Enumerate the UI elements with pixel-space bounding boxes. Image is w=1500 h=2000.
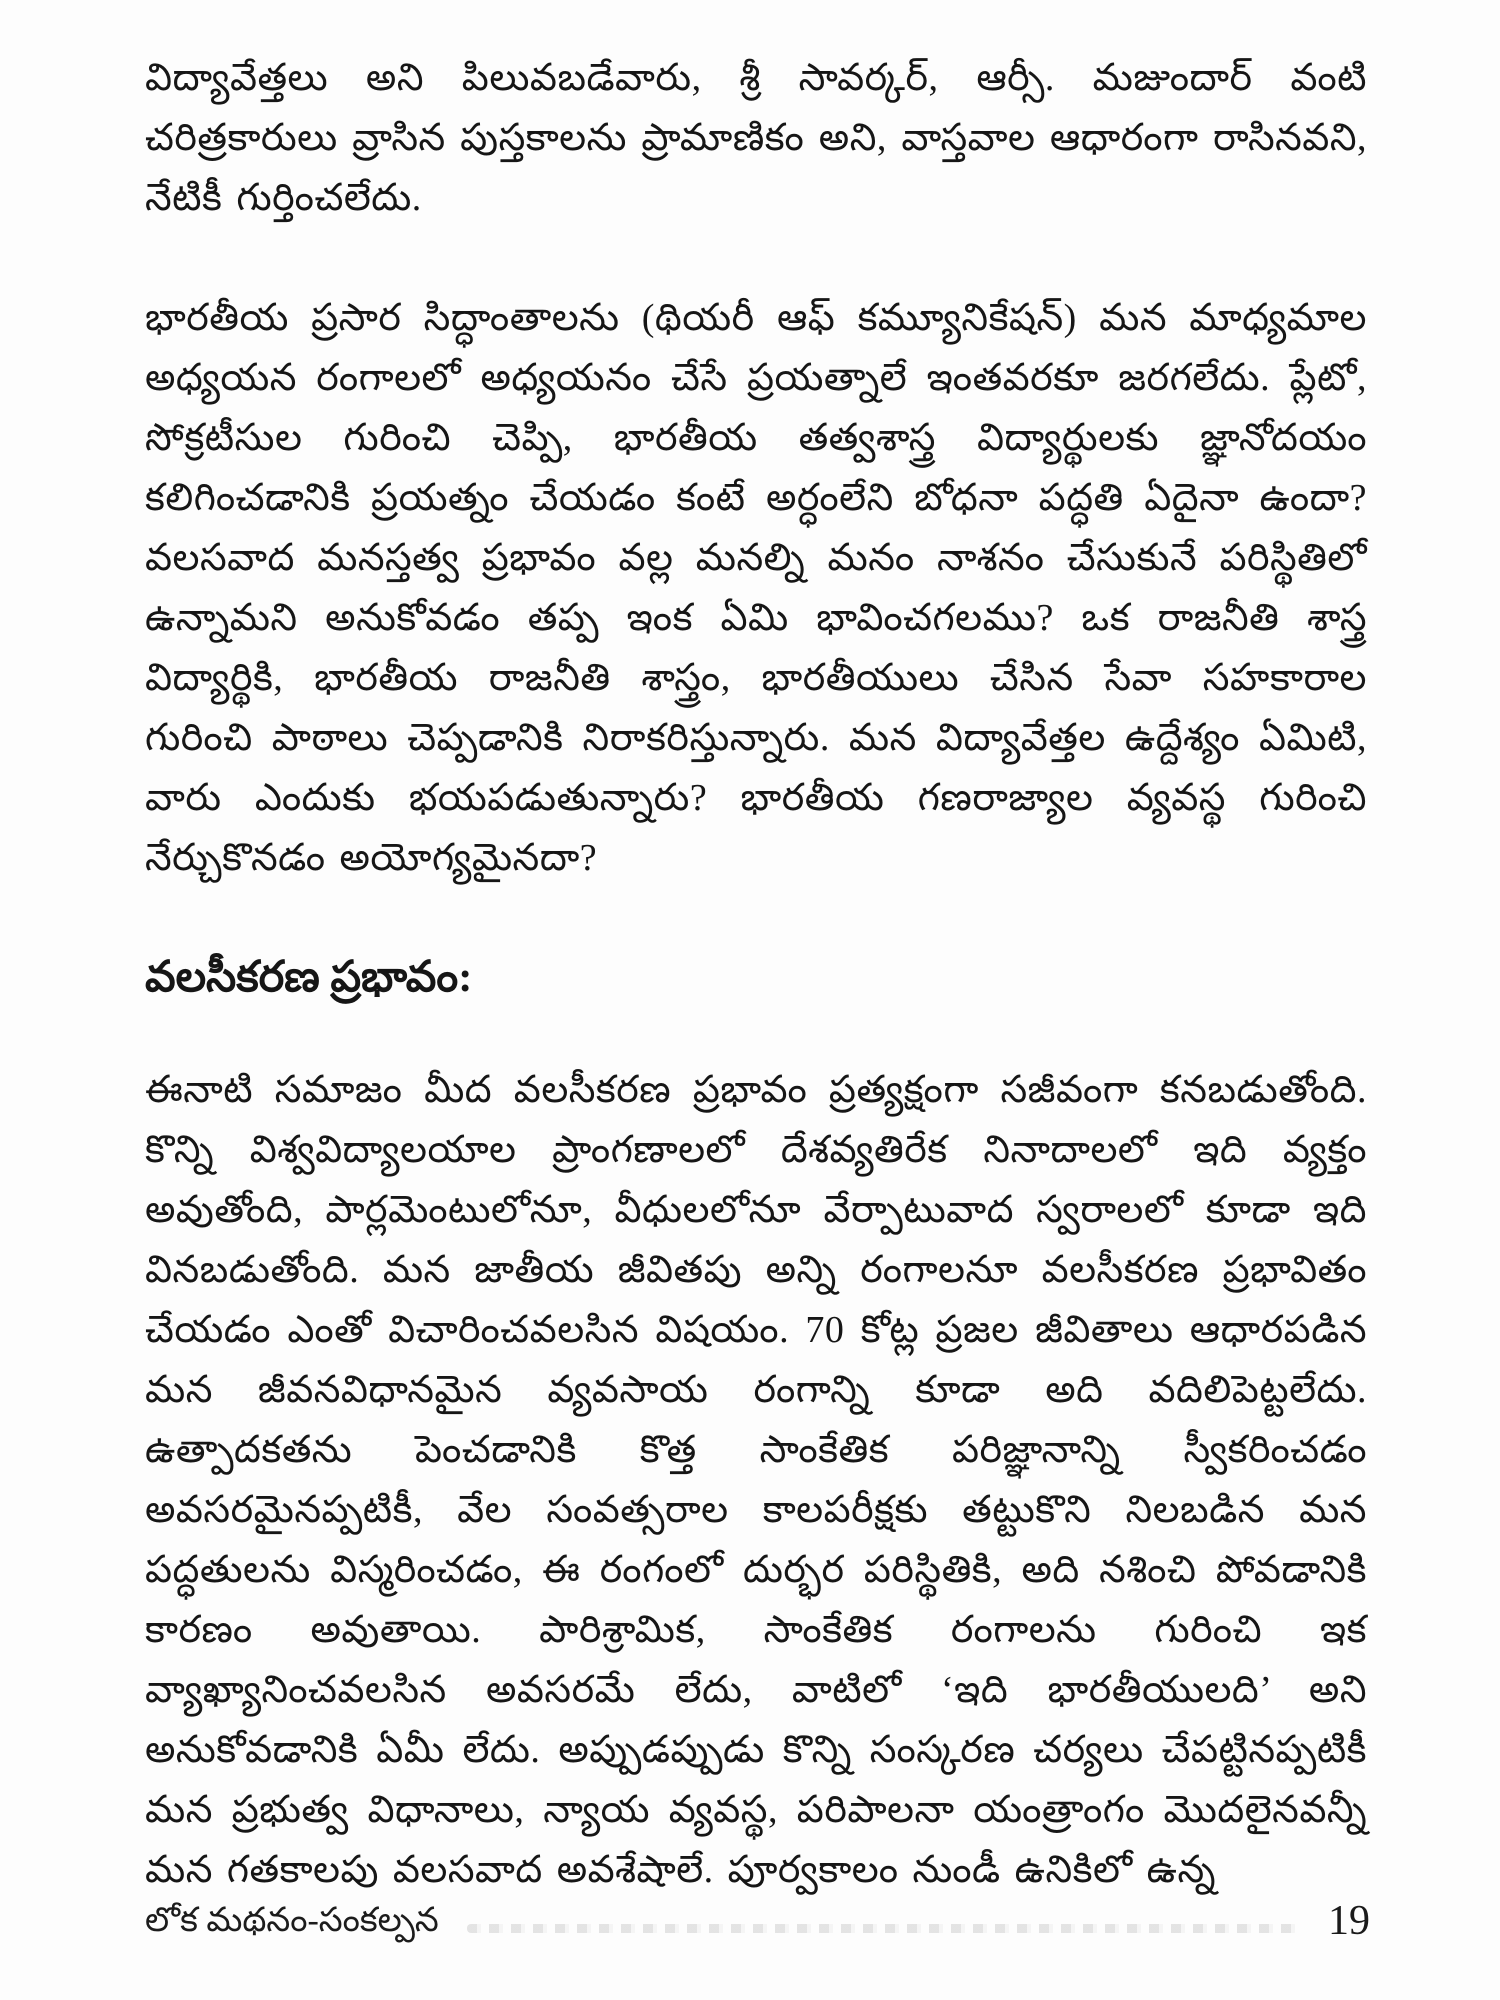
footer-book-title: లోక మథనం-సంకల్పన [145, 1902, 439, 1939]
page-content [145, 48, 1367, 1960]
page-number: 19 [1328, 1898, 1370, 1944]
paragraph-colonization-effect: ఈనాటి సమాజం మీద వలసీకరణ ప్రభావం ప్రత్యక్షంగా సజీవంగా కనబడుతోంది. కొన్ని విశ్వవిద్యాలయాల ప్రాంగణాలలో దేశవ్యతిరేక నినాదాలలో ఇది వ్యక్తం అవుతోంది, పార్లమెంటులోనూ, వీధులలోనూ వేర్పాటువాద స్వరాలలో కూడా ఇది వినబడుతోంది. మన జాతీయ జీవితపు అన్ని రంగాలనూ వలసీకరణ ప్రభావితం చేయడం ఎంతో విచారించవలసిన విషయం. 70 కోట్ల ప్రజల జీవితాలు ఆధారపడిన మన జీవనవిధానమైన వ్యవసాయ రంగాన్ని కూడా అది వదిలిపెట్టలేదు. ఉత్పాదకతను పెంచడానికి కొత్త సాంకేతిక పరిజ్ఞానాన్ని స్వీకరించడం అవసరమైనప్పటికీ, వేల సంవత్సరాల కాలపరీక్షకు తట్టుకొని నిలబడిన మన పద్ధతులను విస్మరించడం, ఈ రంగంలో దుర్భర పరిస్థితికి, అది నశించి పోవడానికి కారణం అవుతాయి. పారిశ్రామిక, సాంకేతిక రంగాలను గురించి ఇక వ్యాఖ్యానించవలసిన అవసరమే లేదు, వాటిలో ‘ఇది భారతీయులది’ అని అనుకోవడానికి ఏమీ లేదు. అప్పుడప్పుడు కొన్ని సంస్కరణ చర్యలు చేపట్టినప్పటికీ మన ప్రభుత్వ విధానాలు, న్యాయ వ్యవస్థ, పరిపాలనా యంత్రాంగం మొదలైనవన్నీ మన గతకాలపు వలసవాద అవశేషాలే. పూర్వకాలం నుండీ ఉనికిలో ఉన్న [145, 1069, 1367, 1891]
section-heading-colonization-effect: వలసీకరణ ప్రభావం: [145, 954, 473, 1001]
paragraph-historians: విద్యావేత్తలు అని పిలువబడేవారు, శ్రీ సావర్కర్, ఆర్సీ. మజుందార్ వంటి చరిత్రకారులు వ్రాసిన పుస్తకాలను ప్రామాణికం అని, వాస్తవాల ఆధారంగా రాసినవని, నేటికీ గుర్తించలేదు. [145, 57, 1367, 219]
page-footer [145, 1896, 1370, 1946]
footer-dotted-leader [467, 1924, 1298, 1933]
paragraph-communication-theory: భారతీయ ప్రసార సిద్ధాంతాలను (థియరీ ఆఫ్ కమ్యూనికేషన్) మన మాధ్యమాల అధ్యయన రంగాలలో అధ్యయనం చేసే ప్రయత్నాలే ఇంతవరకూ జరగలేదు. ప్లేటో, సోక్రటీసుల గురించి చెప్పి, భారతీయ తత్వశాస్త్ర విద్యార్థులకు జ్ఞానోదయం కలిగించడానికి ప్రయత్నం చేయడం కంటే అర్ధంలేని బోధనా పద్ధతి ఏదైనా ఉందా? వలసవాద మనస్తత్వ ప్రభావం వల్ల మనల్ని మనం నాశనం చేసుకునే పరిస్థితిలో ఉన్నామని అనుకోవడం తప్ప ఇంక ఏమి భావించగలము? ఒక రాజనీతి శాస్త్ర విద్యార్థికి, భారతీయ రాజనీతి శాస్త్రం, భారతీయులు చేసిన సేవా సహకారాల గురించి పాఠాలు చెప్పడానికి నిరాకరిస్తున్నారు. మన విద్యావేత్తల ఉద్దేశ్యం ఏమిటి, వారు ఎందుకు భయపడుతున్నారు? భారతీయ గణరాజ్యాల వ్యవస్థ గురించి నేర్చుకొనడం అయోగ్యమైనదా? [145, 297, 1367, 879]
